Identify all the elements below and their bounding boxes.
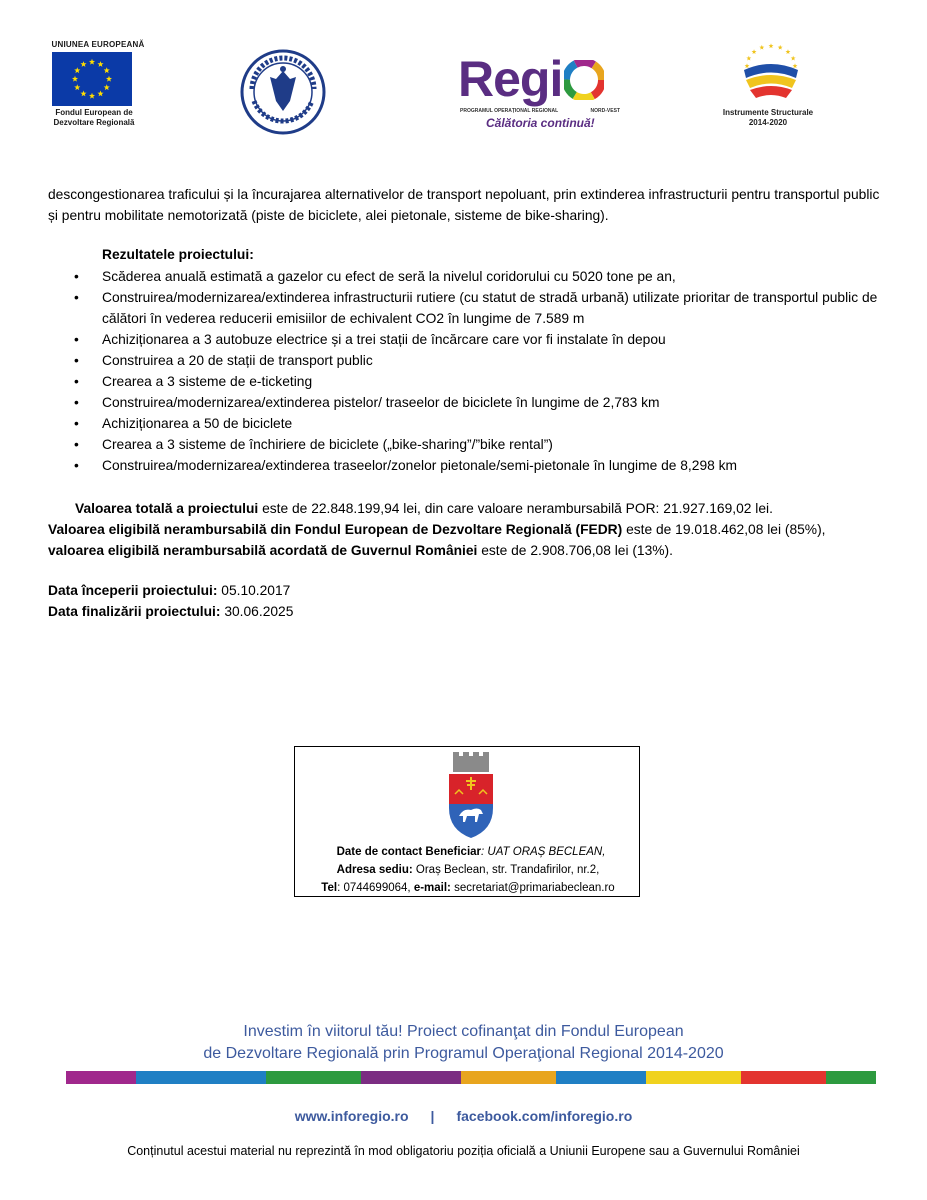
email-label: e-mail: <box>413 882 451 894</box>
value-gov-text: este de 2.908.706,08 lei (13%). <box>477 543 673 558</box>
project-value-block <box>48 498 883 561</box>
facebook-link[interactable]: facebook.com/inforegio.ro <box>456 1108 633 1124</box>
contact-details <box>295 843 641 897</box>
beneficiar-label: Date de contact Beneficiar <box>336 846 482 858</box>
eu-label-bottom-line2: Dezvoltare Regională <box>53 118 135 127</box>
footer-slogan <box>0 1021 927 1065</box>
eu-flag-icon <box>52 52 132 106</box>
contact-line-beneficiar <box>295 843 641 861</box>
color-bar-segment <box>461 1071 556 1084</box>
list-item <box>48 392 883 413</box>
result-text: Achiziționarea a 3 autobuze electrice și a trei stații de încărcare care vor fi instalate în depou <box>102 332 666 347</box>
phone-value: : 0744699064, <box>337 882 414 894</box>
list-item <box>48 287 883 329</box>
address-label: Adresa sediu: <box>336 864 413 876</box>
list-item <box>48 434 883 455</box>
list-item <box>48 266 883 287</box>
inforegio-link[interactable]: www.inforegio.ro <box>294 1108 409 1124</box>
result-text: Construirea/modernizarea/extinderea traseelor/zonelor pietonale/semi-pietonale în lungime de 8,298 km <box>102 458 738 473</box>
is-label-line1: Instrumente Structurale <box>722 108 814 117</box>
eu-label-bottom-line1: Fondul European de <box>55 108 133 117</box>
slogan-line1: Investim în viitorul tău! Proiect cofinanţat din Fondul European <box>243 1023 684 1040</box>
value-total-label: Valoarea totală a proiectului <box>75 501 259 516</box>
bullet: • <box>74 290 79 305</box>
bullet: • <box>74 269 79 284</box>
bullet: • <box>74 374 79 389</box>
color-bar-segment <box>266 1071 361 1084</box>
results-title: Rezultatele proiectului: <box>102 247 254 262</box>
color-bar-segment <box>136 1071 266 1084</box>
start-date-label: Data începerii proiectului: <box>48 583 218 598</box>
bullet: • <box>74 353 79 368</box>
list-item <box>48 350 883 371</box>
result-text: Crearea a 3 sisteme de închiriere de biciclete („bike-sharing”/”bike rental”) <box>102 437 553 452</box>
address-value: Oraș Beclean, str. Trandafirilor, nr.2, <box>412 864 600 876</box>
contact-line-phone-email <box>295 879 641 897</box>
is-label-line2: 2014-2020 <box>748 118 788 127</box>
color-bar-segment <box>66 1071 136 1084</box>
result-text: Construirea/modernizarea/extinderea infrastructurii rutiere (cu statut de stradă urbană) utilizate prioritar de transportul public de călători în vederea reducerii emisiilor de echivalent CO2 în lungime de 7.589 m <box>102 290 878 326</box>
list-item <box>48 413 883 434</box>
result-text: Construirea a 20 de stații de transport public <box>102 353 373 368</box>
bullet: • <box>74 437 79 452</box>
phone-label: Tel <box>321 882 338 894</box>
value-fedr-label: Valoarea eligibilă nerambursabilă din Fondul European de Dezvoltare Regională (FEDR) <box>48 522 623 537</box>
regio-sub-left: PROGRAMUL OPERAȚIONAL REGIONAL <box>460 108 559 114</box>
end-date-label: Data finalizării proiectului: <box>48 604 221 619</box>
regio-logo-word <box>458 50 604 112</box>
eu-label-top: UNIUNEA EUROPEANĂ <box>51 40 145 49</box>
regio-sub-right: NORD-VEST <box>590 108 620 114</box>
bullet: • <box>74 395 79 410</box>
beneficiar-value: : UAT ORAȘ BECLEAN, <box>481 846 606 858</box>
result-text: Crearea a 3 sisteme de e-ticketing <box>102 374 313 389</box>
email-value: secretariat@primariabeclean.ro <box>450 882 615 894</box>
project-dates <box>48 580 883 622</box>
list-item <box>48 371 883 392</box>
beclean-coat-of-arms-icon <box>445 752 497 840</box>
regio-word: Regi <box>458 51 563 107</box>
government-seal-icon <box>240 49 326 135</box>
regio-subtitle <box>460 108 620 114</box>
regio-tagline: Călătoria continuă! <box>486 116 595 130</box>
bullet: • <box>74 458 79 473</box>
regio-o-icon <box>564 54 604 112</box>
link-separator: | <box>430 1108 435 1124</box>
contact-box <box>294 746 640 897</box>
structural-instruments-label <box>712 108 824 128</box>
contact-line-address <box>295 861 641 879</box>
disclaimer: Conținutul acestui material nu reprezintă în mod obligatoriu poziția oficială a Uniunii Europene sau a Guvernului României <box>127 1144 800 1158</box>
intro-paragraph: descongestionarea traficului și la încurajarea alternativelor de transport nepoluant, prin extinderea infrastructurii pentru transportul public și pentru mobilitate nemotorizată (piste de biciclete, alei pietonale, sisteme de bike-sharing). <box>48 187 880 223</box>
value-total-text: este de 22.848.199,94 lei, din care valoare nerambursabilă POR: 21.927.169,02 lei. <box>258 501 773 516</box>
list-item <box>48 329 883 350</box>
footer-color-bar <box>66 1071 876 1084</box>
slogan-line2: de Dezvoltare Regională prin Programul Operaţional Regional 2014-2020 <box>203 1045 724 1062</box>
color-bar-segment <box>741 1071 826 1084</box>
results-list <box>48 266 883 476</box>
result-text: Construirea/modernizarea/extinderea pistelor/ traseelor de biciclete în lungime de 2,783 km <box>102 395 660 410</box>
start-date-value: 05.10.2017 <box>217 583 291 598</box>
footer-links <box>0 1108 927 1124</box>
value-gov-label: valoarea eligibilă nerambursabilă acordată de Guvernul României <box>48 543 478 558</box>
color-bar-segment <box>826 1071 876 1084</box>
color-bar-segment <box>646 1071 741 1084</box>
eu-label-bottom <box>44 108 144 128</box>
bullet: • <box>74 332 79 347</box>
color-bar-segment <box>556 1071 646 1084</box>
bullet: • <box>74 416 79 431</box>
value-fedr-text: este de 19.018.462,08 lei (85%), <box>622 522 826 537</box>
list-item <box>48 455 883 476</box>
structural-instruments-logo-icon <box>738 40 804 106</box>
result-text: Achiziționarea a 50 de biciclete <box>102 416 293 431</box>
end-date-value: 30.06.2025 <box>220 604 294 619</box>
result-text: Scăderea anuală estimată a gazelor cu efect de seră la nivelul coridorului cu 5020 tone pe an, <box>102 269 676 284</box>
color-bar-segment <box>361 1071 461 1084</box>
